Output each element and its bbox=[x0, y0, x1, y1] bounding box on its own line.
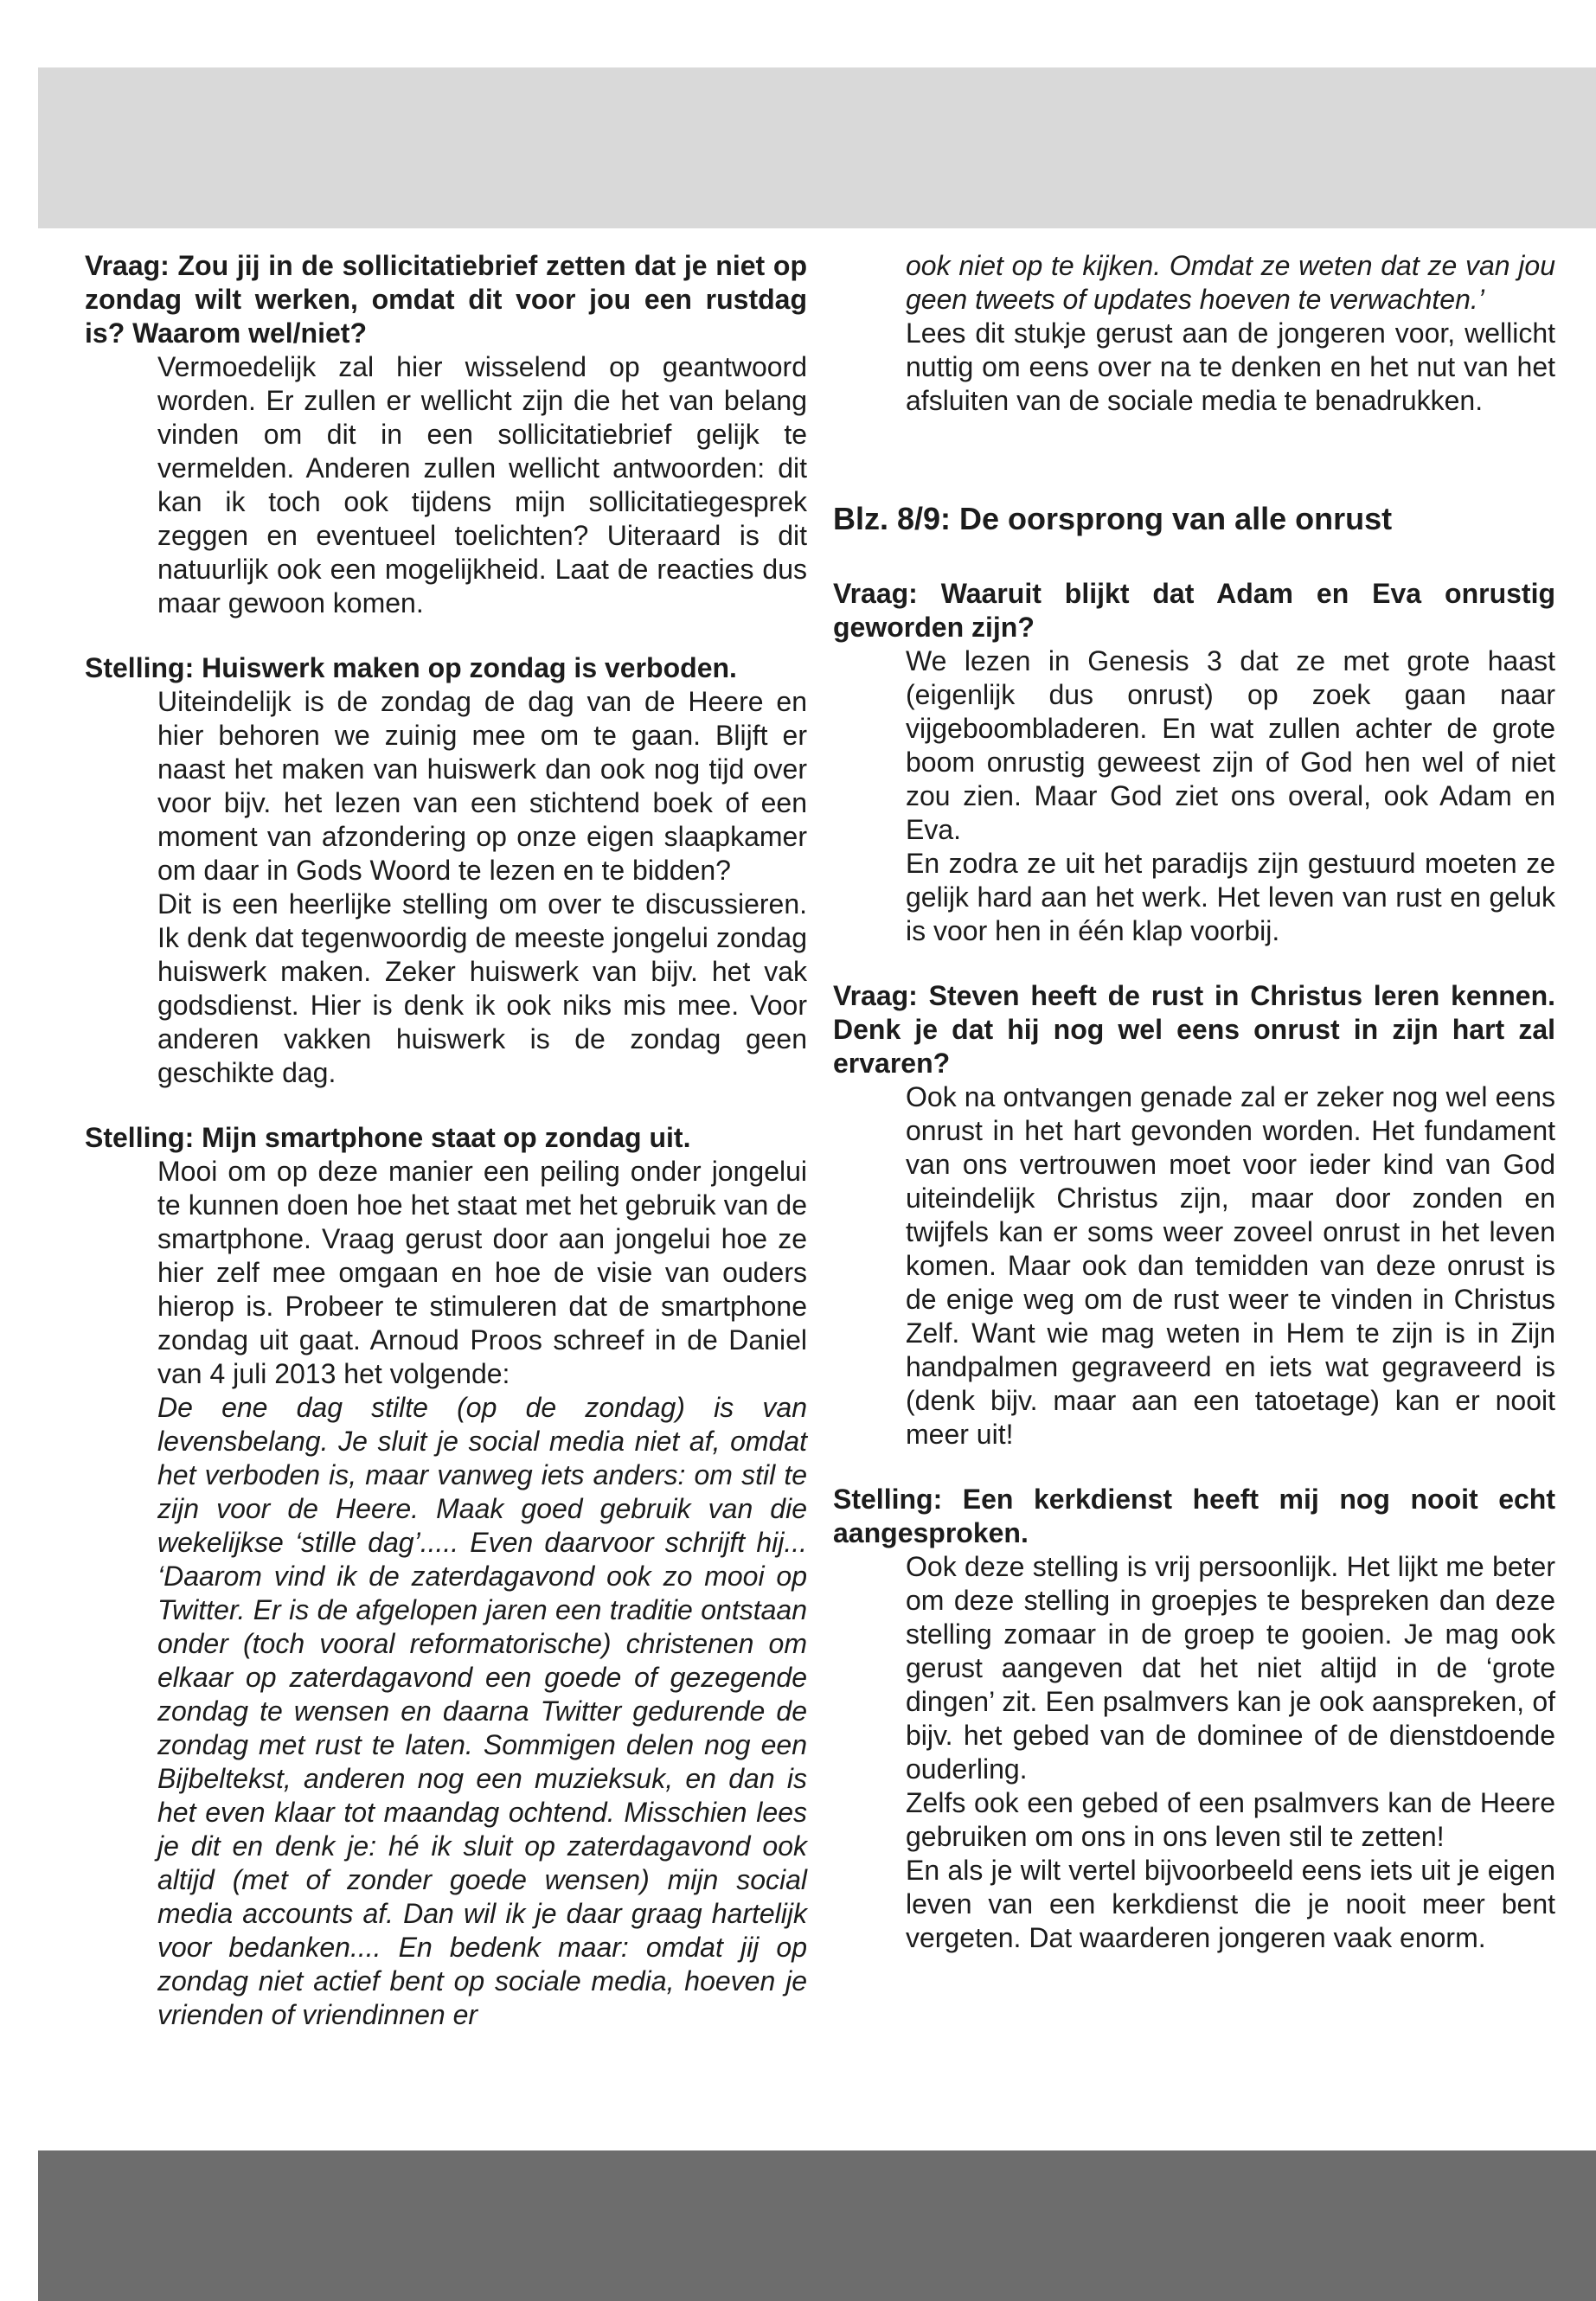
statement-heading-kerkdienst: Stelling: Een kerkdienst heeft mij nog nooit echt aangesproken. bbox=[833, 1484, 1555, 1548]
question-heading-adam-en-eva: Vraag: Waaruit blijkt dat Adam en Eva onrustig geworden zijn? bbox=[833, 578, 1555, 643]
question-heading-sollicitatiebrief: Vraag: Zou jij in de sollicitatiebrief zetten dat je niet op zondag wilt werken, omdat dit voor jou een rustdag is? Waarom wel/niet? bbox=[85, 250, 807, 349]
question-heading-steven: Vraag: Steven heeft de rust in Christus leren kennen. Denk je dat hij nog wel eens onrust in zijn hart zal ervaren? bbox=[833, 980, 1555, 1079]
header-band bbox=[38, 67, 1596, 228]
answer-paragraph-adam-en-eva-1: We lezen in Genesis 3 dat ze met grote haast (eigenlijk dus onrust) op zoek gaan naar vijgeboombladeren. En wat zullen achter de grote boom onrustig geweest zijn of God hen wel of niet zou zien. Maar God ziet ons overal, ook Adam en Eva. bbox=[906, 645, 1555, 845]
answer-paragraph-sollicitatiebrief: Vermoedelijk zal hier wisselend op geantwoord worden. Er zullen er wellicht zijn die het van belang vinden om dit in een sollicitatiebrief gelijk te vermelden. Anderen zullen wellicht antwoorden: dit kan ik toch ook tijdens mijn sollicitatiegesprek zeggen en eventueel toelichten? Uiteraard is dit natuurlijk ook een mogelijkheid. Laat de reacties dus maar gewoon komen. bbox=[157, 351, 807, 619]
answer-paragraph-huiswerk-2: Dit is een heerlijke stelling om over te discussieren. Ik denk dat tegenwoordig de meeste jongelui zondag huiswerk maken. Zeker huiswerk van bijv. het vak godsdienst. Hier is denk ik ook niks mis mee. Voor anderen vakken huiswerk is de zondag geen geschikte dag. bbox=[157, 888, 807, 1088]
answer-paragraph-kerkdienst-1: Ook deze stelling is vrij persoonlijk. Het lijkt me beter om deze stelling in groepjes te bespreken dan deze stelling zomaar in de groep te gooien. Je mag ook gerust aangeven dat het niet altijd in de ‘grote dingen’ zit. Een psalmvers kan je ook aanspreken, of bijv. het gebed van de dominee of de dienstdoende ouderling. bbox=[906, 1551, 1555, 1785]
statement-heading-smartphone: Stelling: Mijn smartphone staat op zondag uit. bbox=[85, 1122, 691, 1153]
quote-paragraph-proos-continued: ook niet op te kijken. Omdat ze weten dat ze van jou geen tweets of updates hoeven te verwachten.’ bbox=[906, 250, 1555, 315]
answer-paragraph-adam-en-eva-2: En zodra ze uit het paradijs zijn gestuurd moeten ze gelijk hard aan het werk. Het leven van rust en geluk is voor hen in één klap voorbij. bbox=[906, 848, 1555, 946]
page-content bbox=[85, 249, 1555, 2032]
right-column bbox=[833, 249, 1555, 2032]
answer-paragraph-kerkdienst-2: Zelfs ook een gebed of een psalmvers kan de Heere gebruiken om ons in ons leven stil te zetten! bbox=[906, 1787, 1555, 1852]
statement-heading-huiswerk: Stelling: Huiswerk maken op zondag is verboden. bbox=[85, 652, 737, 683]
left-column bbox=[85, 249, 807, 2032]
section-heading-blz-8-9: Blz. 8/9: De oorsprong van alle onrust bbox=[833, 501, 1393, 536]
answer-paragraph-huiswerk-1: Uiteindelijk is de zondag de dag van de Heere en hier behoren we zuinig mee om te gaan. Blijft er naast het maken van huiswerk dan ook nog tijd over voor bijv. het lezen van een stichtend boek of een moment van afzondering op onze eigen slaapkamer om daar in Gods Woord te lezen en te bidden? bbox=[157, 686, 807, 886]
answer-paragraph-kerkdienst-3: En als je wilt vertel bijvoorbeeld eens iets uit je eigen leven van een kerkdienst die je nooit meer bent vergeten. Dat waarderen jongeren vaak enorm. bbox=[906, 1855, 1555, 1953]
answer-paragraph-smartphone: Mooi om op deze manier een peiling onder jongelui te kunnen doen hoe het staat met het gebruik van de smartphone. Vraag gerust door aan jongelui hoe ze hier zelf mee omgaan en hoe de visie van ouders hierop is. Probeer te stimuleren dat de smartphone zondag uit gaat. Arnoud Proos schreef in de Daniel van 4 juli 2013 het volgende: bbox=[157, 1156, 807, 1389]
quote-paragraph-proos: De ene dag stilte (op de zondag) is van levensbelang. Je sluit je social media niet af, omdat het verboden is, maar vanweg iets anders: om stil te zijn voor de Heere. Maak goed gebruik van die wekelijkse ‘stille dag’..... Even daarvoor schrijft hij... ‘Daarom vind ik de zaterdagavond ook zo mooi op Twitter. Er is de afgelopen jaren een traditie ontstaan onder (toch vooral reformatorische) christenen om elkaar op zaterdagavond een goede of gezegende zondag te wensen en daarna Twitter gedurende de zondag met rust te laten. Sommigen delen nog een Bijbeltekst, anderen nog een muzieksuk, en dan is het even klaar tot maandag ochtend. Misschien lees je dit en denk je: hé ik sluit op zaterdagavond ook altijd (met of zonder goede wensen) mijn social media accounts af. Dan wil ik je daar graag hartelijk voor bedanken.... En bedenk maar: omdat jij op zondag niet actief bent op sociale media, hoeven je vrienden of vriendinnen er bbox=[157, 1392, 807, 2030]
answer-paragraph-steven: Ook na ontvangen genade zal er zeker nog wel eens onrust in het hart gevonden worden. Het fundament van ons vertrouwen moet voor ieder kind van God uiteindelijk Christus zijn, maar door zonden en twijfels kan er soms weer zoveel onrust in het leven komen. Maar ook dan temidden van deze onrust is de enige weg om de rust weer te vinden in Christus Zelf. Want wie mag weten in Hem te zijn is in Zijn handpalmen gegraveerd en iets wat gegraveerd is (denk bijv. maar aan een tatoetage) kan er nooit meer uit! bbox=[906, 1081, 1555, 1450]
answer-paragraph-social-media: Lees dit stukje gerust aan de jongeren voor, wellicht nuttig om eens over na te denken en het nut van het afsluiten van de sociale media te benadrukken. bbox=[906, 317, 1555, 416]
footer-band bbox=[38, 2150, 1596, 2301]
